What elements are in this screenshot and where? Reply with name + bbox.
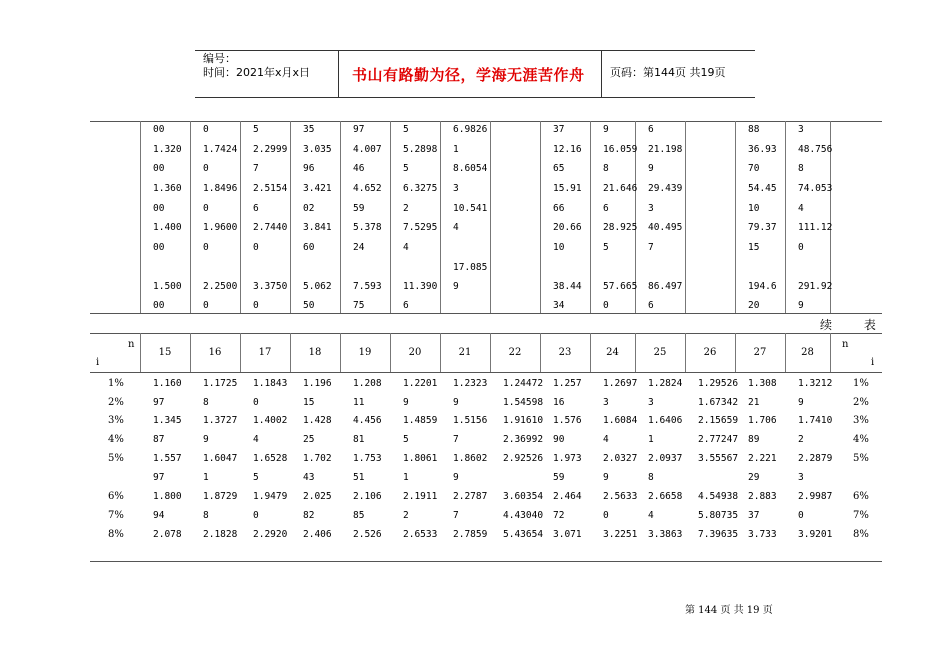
table-cell: 1.7410 (798, 415, 833, 426)
table-cell: 1.1725 (203, 378, 238, 389)
table-cell: 57.665 (603, 281, 638, 292)
table-cell: 4 (603, 434, 609, 445)
table-cell: 2.6658 (648, 491, 683, 502)
table-cell: 2.464 (553, 491, 582, 502)
table-cell: 2.406 (303, 529, 332, 540)
table-cell: 1.4859 (403, 415, 438, 426)
row-label: 8% (853, 529, 869, 540)
table-cell: 2.078 (153, 529, 182, 540)
table-cell: 1.8061 (403, 453, 438, 464)
table-cell: 4 (798, 203, 804, 214)
document-number-label: 编号： (203, 52, 236, 65)
table-cell: 1.8602 (453, 453, 488, 464)
table-cell: 0 (203, 300, 209, 311)
table-cell: 16.059 (603, 144, 638, 155)
table-cell: 48.756 (798, 144, 833, 155)
table-cell: 1.800 (153, 491, 182, 502)
table-cell: 40.495 (648, 222, 683, 233)
table-cell: 2.0327 (603, 453, 638, 464)
table-cell: 7 (453, 434, 459, 445)
column-header: 18 (308, 347, 322, 358)
table-cell: 9 (403, 397, 409, 408)
column-header: 16 (208, 347, 222, 358)
table-cell: 88 (748, 124, 760, 135)
table-cell: 2.2500 (203, 281, 238, 292)
table-cell: 00 (153, 203, 165, 214)
table-cell: 3.3863 (648, 529, 683, 540)
table-cell: 2 (798, 434, 804, 445)
column-header: 28 (801, 347, 814, 358)
table-cell: 1.2201 (403, 378, 438, 389)
table-cell: 81 (353, 434, 365, 445)
table-cell: 2.2879 (798, 453, 833, 464)
table-cell: 00 (153, 163, 165, 174)
table-cell: 6.9826 (453, 124, 488, 135)
table-cell: 1.196 (303, 378, 332, 389)
table-cell: 1.91610 (503, 415, 544, 426)
table-cell: 1.557 (153, 453, 182, 464)
table-cell: 1.257 (553, 378, 582, 389)
table-cell: 1.9479 (253, 491, 288, 502)
table-cell: 60 (303, 242, 315, 253)
table-cell: 2.9987 (798, 491, 833, 502)
row-label: 1% (853, 378, 869, 389)
table-cell: 87 (153, 434, 165, 445)
table-cell: 3.421 (303, 183, 332, 194)
table-cell: 8 (798, 163, 804, 174)
table-cell: 1.6528 (253, 453, 288, 464)
row-label: 6% (853, 491, 869, 502)
table-cell: 5.43654 (503, 529, 544, 540)
table-rule (90, 121, 882, 122)
table-cell: 2.0937 (648, 453, 683, 464)
table-cell: 5 (403, 434, 409, 445)
header-divider (338, 50, 339, 97)
table-rule (90, 333, 882, 334)
table-cell: 2.1828 (203, 529, 238, 540)
table-cell: 17.085 (453, 262, 488, 273)
table-cell: 1.8729 (203, 491, 238, 502)
table-cell: 89 (748, 434, 760, 445)
table-cell: 5.80735 (698, 510, 739, 521)
table-cell: 6 (648, 124, 654, 135)
table-cell: 94 (153, 510, 165, 521)
table-cell: 5.2898 (403, 144, 438, 155)
table-cell: 5 (603, 242, 609, 253)
table-cell: 2.7859 (453, 529, 488, 540)
column-divider (785, 121, 786, 313)
table-cell: 5.378 (353, 222, 382, 233)
table-cell: 9 (453, 397, 459, 408)
table-cell: 3.733 (748, 529, 777, 540)
table-cell: 1.208 (353, 378, 382, 389)
table-cell: 1.7424 (203, 144, 238, 155)
table-cell: 8 (203, 510, 209, 521)
table-cell: 5 (253, 472, 259, 483)
row-label: 7% (853, 510, 869, 521)
table-cell: 1.3727 (203, 415, 238, 426)
row-label: 6% (108, 491, 124, 502)
table-cell: 2.025 (303, 491, 332, 502)
row-label: 2% (108, 397, 124, 408)
column-header: 17 (258, 347, 272, 358)
table-cell: 51 (353, 472, 365, 483)
table-cell: 15 (303, 397, 315, 408)
column-header: 22 (508, 347, 522, 358)
table-cell: 6 (253, 203, 259, 214)
table-cell: 8.6054 (453, 163, 488, 174)
table-cell: 20.66 (553, 222, 582, 233)
table-cell: 2.106 (353, 491, 382, 502)
table-cell: 1.5156 (453, 415, 488, 426)
column-divider (290, 121, 291, 313)
table-cell: 97 (353, 124, 365, 135)
table-cell: 97 (153, 472, 165, 483)
table-cell: 8 (603, 163, 609, 174)
continued-label: 续 表 (820, 318, 890, 332)
table-rule (90, 313, 882, 314)
table-cell: 1.6084 (603, 415, 638, 426)
table-cell: 1.67342 (698, 397, 739, 408)
table-cell: 1.345 (153, 415, 182, 426)
table-cell: 9 (453, 281, 459, 292)
corner-n-label: n (842, 339, 849, 350)
table-cell: 0 (203, 203, 209, 214)
table-cell: 97 (153, 397, 165, 408)
table-cell: 7.593 (353, 281, 382, 292)
column-header: 24 (606, 347, 619, 358)
table-cell: 3.9201 (798, 529, 833, 540)
table-cell: 15.91 (553, 183, 582, 194)
table-cell: 1 (648, 434, 654, 445)
table-cell: 2.77247 (698, 434, 739, 445)
table-cell: 1.4002 (253, 415, 288, 426)
table-cell: 46 (353, 163, 365, 174)
table-cell: 1.9600 (203, 222, 238, 233)
table-cell: 4.54938 (698, 491, 739, 502)
table-cell: 1.706 (748, 415, 777, 426)
table-cell: 3.55567 (698, 453, 739, 464)
table-cell: 9 (453, 472, 459, 483)
row-label: 1% (108, 378, 124, 389)
column-header: 19 (358, 347, 372, 358)
table-cell: 5 (403, 163, 409, 174)
table-cell: 0 (603, 510, 609, 521)
table-cell: 3 (603, 397, 609, 408)
table-cell: 5.062 (303, 281, 332, 292)
header-bottom-rule (195, 97, 755, 98)
column-header: 23 (558, 347, 572, 358)
table-cell: 3 (453, 183, 459, 194)
row-label: 3% (853, 415, 869, 426)
table-cell: 6 (403, 300, 409, 311)
table-cell: 6.3275 (403, 183, 438, 194)
table-cell: 2.2920 (253, 529, 288, 540)
table-cell: 25 (303, 434, 315, 445)
table-cell: 1.54598 (503, 397, 544, 408)
table-cell: 3 (798, 124, 804, 135)
table-cell: 2.92526 (503, 453, 544, 464)
table-cell: 3 (648, 397, 654, 408)
table-cell: 1 (203, 472, 209, 483)
table-cell: 1 (453, 144, 459, 155)
column-divider (340, 121, 341, 313)
table-rule (90, 372, 882, 373)
table-cell: 1.576 (553, 415, 582, 426)
table-cell: 3 (798, 472, 804, 483)
page-info: 页码：第144页 共19页 (610, 66, 726, 79)
table-cell: 6 (603, 203, 609, 214)
table-rule (90, 561, 882, 562)
table-cell: 34 (553, 300, 565, 311)
table-cell: 2.5633 (603, 491, 638, 502)
table-cell: 86.497 (648, 281, 683, 292)
table-cell: 9 (648, 163, 654, 174)
table-cell: 1.308 (748, 378, 777, 389)
table-cell: 194.6 (748, 281, 777, 292)
table-cell: 82 (303, 510, 315, 521)
table-cell: 2.221 (748, 453, 777, 464)
table-cell: 02 (303, 203, 315, 214)
table-cell: 0 (253, 300, 259, 311)
table-cell: 1.2824 (648, 378, 683, 389)
column-header: 27 (753, 347, 767, 358)
column-divider (240, 121, 241, 313)
column-divider (490, 121, 491, 313)
table-cell: 4.652 (353, 183, 382, 194)
table-cell: 29.439 (648, 183, 683, 194)
table-cell: 90 (553, 434, 565, 445)
table-cell: 65 (553, 163, 565, 174)
table-cell: 70 (748, 163, 760, 174)
table-cell: 2 (403, 203, 409, 214)
column-divider (190, 121, 191, 313)
table-cell: 4.007 (353, 144, 382, 155)
table-cell: 21.198 (648, 144, 683, 155)
table-cell: 21.646 (603, 183, 638, 194)
column-divider (590, 121, 591, 313)
column-header: 15 (158, 347, 172, 358)
table-cell: 3.2251 (603, 529, 638, 540)
table-cell: 3 (648, 203, 654, 214)
table-cell: 10 (553, 242, 565, 253)
table-cell: 2.526 (353, 529, 382, 540)
table-cell: 54.45 (748, 183, 777, 194)
table-cell: 0 (798, 242, 804, 253)
corner-i-label: i (871, 357, 875, 368)
table-cell: 1.6047 (203, 453, 238, 464)
table-cell: 1.500 (153, 281, 182, 292)
column-divider (830, 333, 831, 372)
table-cell: 50 (303, 300, 315, 311)
row-label: 3% (108, 415, 124, 426)
table-cell: 0 (798, 510, 804, 521)
table-cell: 9 (798, 397, 804, 408)
row-label: 2% (853, 397, 869, 408)
table-cell: 6 (648, 300, 654, 311)
table-cell: 9 (603, 472, 609, 483)
table-cell: 1.2323 (453, 378, 488, 389)
table-cell: 291.92 (798, 281, 833, 292)
table-cell: 0 (203, 163, 209, 174)
table-cell: 2.883 (748, 491, 777, 502)
column-divider (685, 121, 686, 313)
corner-i-label: i (96, 357, 100, 368)
table-cell: 96 (303, 163, 315, 174)
header-divider (601, 50, 602, 97)
table-cell: 9 (203, 434, 209, 445)
table-cell: 4 (253, 434, 259, 445)
table-cell: 28.925 (603, 222, 638, 233)
row-label: 5% (108, 453, 124, 464)
document-time-label: 时间：2021年x月x日 (203, 66, 311, 79)
table-cell: 8 (648, 472, 654, 483)
table-cell: 00 (153, 300, 165, 311)
table-cell: 2.7440 (253, 222, 288, 233)
column-divider (540, 121, 541, 313)
table-cell: 21 (748, 397, 760, 408)
table-cell: 2.6533 (403, 529, 438, 540)
table-cell: 4.43040 (503, 510, 544, 521)
table-cell: 1.8496 (203, 183, 238, 194)
table-cell: 3.841 (303, 222, 332, 233)
table-cell: 2.2999 (253, 144, 288, 155)
table-cell: 1.320 (153, 144, 182, 155)
row-label: 7% (108, 510, 124, 521)
table-cell: 1.6406 (648, 415, 683, 426)
table-cell: 2.1911 (403, 491, 438, 502)
column-divider (390, 121, 391, 313)
table-cell: 9 (798, 300, 804, 311)
table-cell: 0 (253, 397, 259, 408)
table-cell: 0 (253, 510, 259, 521)
table-cell: 59 (353, 203, 365, 214)
column-header: 25 (653, 347, 667, 358)
table-cell: 00 (153, 242, 165, 253)
table-cell: 1.3212 (798, 378, 833, 389)
table-cell: 1.360 (153, 183, 182, 194)
table-cell: 37 (553, 124, 565, 135)
table-cell: 1.1843 (253, 378, 288, 389)
table-cell: 4 (403, 242, 409, 253)
table-cell: 7 (648, 242, 654, 253)
row-label: 8% (108, 529, 124, 540)
table-cell: 74.053 (798, 183, 833, 194)
column-divider (440, 121, 441, 313)
table-cell: 8 (203, 397, 209, 408)
table-cell: 2.15659 (698, 415, 739, 426)
table-cell: 5 (403, 124, 409, 135)
table-cell: 11 (353, 397, 365, 408)
table-cell: 3.3750 (253, 281, 288, 292)
table-cell: 38.44 (553, 281, 582, 292)
table-cell: 7.39635 (698, 529, 739, 540)
table-cell: 75 (353, 300, 365, 311)
table-cell: 3.60354 (503, 491, 544, 502)
corner-n-label: n (128, 339, 135, 350)
table-cell: 1.973 (553, 453, 582, 464)
column-header: 21 (458, 347, 472, 358)
table-cell: 1.400 (153, 222, 182, 233)
table-cell: 1.24472 (503, 378, 544, 389)
table-cell: 20 (748, 300, 760, 311)
column-divider (735, 121, 736, 313)
table-cell: 37 (748, 510, 760, 521)
header-motto: 书山有路勤为径，学海无涯苦作舟 (352, 66, 585, 84)
table-cell: 10.541 (453, 203, 488, 214)
table-cell: 111.12 (798, 222, 833, 233)
table-cell: 1.2697 (603, 378, 638, 389)
table-cell: 00 (153, 124, 165, 135)
table-cell: 36.93 (748, 144, 777, 155)
table-cell: 0 (603, 300, 609, 311)
table-cell: 11.390 (403, 281, 438, 292)
table-cell: 4.456 (353, 415, 382, 426)
row-label: 5% (853, 453, 869, 464)
table-cell: 3.071 (553, 529, 582, 540)
table-cell: 2.36992 (503, 434, 544, 445)
table-cell: 10 (748, 203, 760, 214)
table-cell: 1.702 (303, 453, 332, 464)
table-cell: 12.16 (553, 144, 582, 155)
table-cell: 4 (648, 510, 654, 521)
header-top-rule (195, 50, 755, 51)
table-cell: 43 (303, 472, 315, 483)
table-cell: 1 (403, 472, 409, 483)
table-cell: 2.5154 (253, 183, 288, 194)
table-cell: 35 (303, 124, 315, 135)
table-cell: 66 (553, 203, 565, 214)
table-cell: 24 (353, 242, 365, 253)
table-cell: 1.29526 (698, 378, 739, 389)
table-cell: 85 (353, 510, 365, 521)
table-cell: 7 (253, 163, 259, 174)
table-cell: 29 (748, 472, 760, 483)
table-cell: 16 (553, 397, 565, 408)
table-cell: 1.753 (353, 453, 382, 464)
column-header: 26 (703, 347, 717, 358)
table-cell: 59 (553, 472, 565, 483)
row-label: 4% (108, 434, 124, 445)
table-cell: 79.37 (748, 222, 777, 233)
table-cell: 7 (453, 510, 459, 521)
table-cell: 4 (453, 222, 459, 233)
table-cell: 9 (603, 124, 609, 135)
column-divider (140, 121, 141, 313)
table-cell: 0 (253, 242, 259, 253)
page-footer: 第 144 页 共 19 页 (685, 605, 773, 616)
table-cell: 1.428 (303, 415, 332, 426)
table-cell: 5 (253, 124, 259, 135)
row-label: 4% (853, 434, 869, 445)
table-cell: 2 (403, 510, 409, 521)
table-cell: 3.035 (303, 144, 332, 155)
table-cell: 2.2787 (453, 491, 488, 502)
table-cell: 7.5295 (403, 222, 438, 233)
column-header: 20 (408, 347, 422, 358)
table-cell: 0 (203, 242, 209, 253)
table-cell: 15 (748, 242, 760, 253)
table-cell: 0 (203, 124, 209, 135)
table-cell: 1.160 (153, 378, 182, 389)
table-cell: 72 (553, 510, 565, 521)
